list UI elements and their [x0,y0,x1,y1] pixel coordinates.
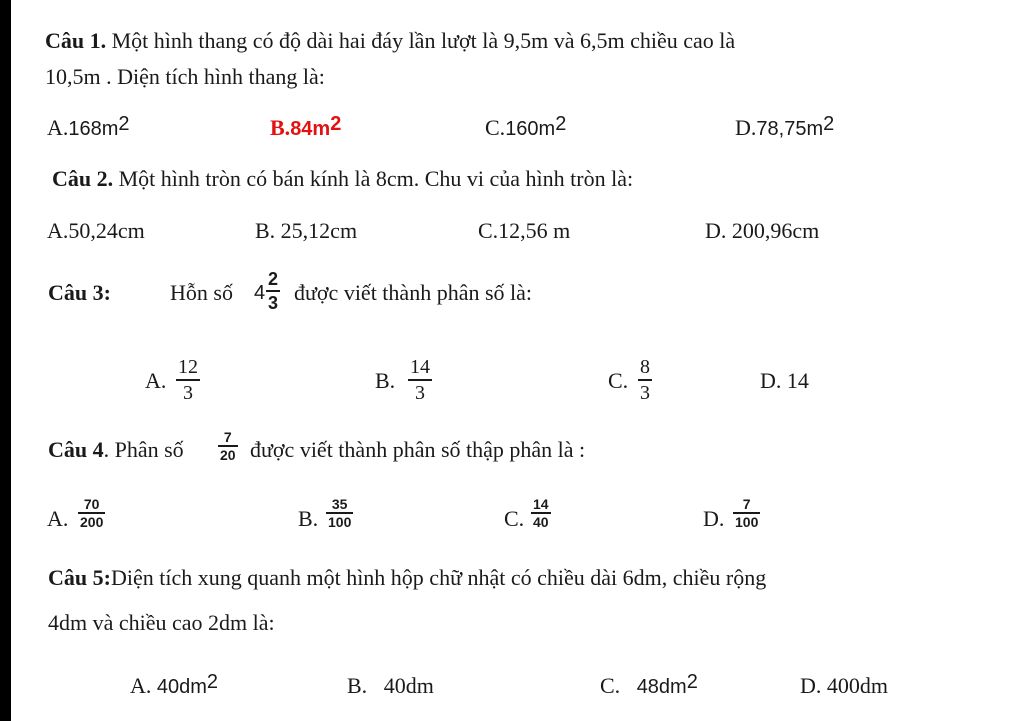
question-4-option-b-fraction: 35 100 [328,496,352,530]
question-2-option-a: A.50,24cm [47,218,145,243]
question-1-line-1 [45,30,735,52]
question-5-option-c: C. $48dm^2$ [600,671,698,698]
question-4-option-c-prefix: C. [504,506,525,531]
question-4-option-d-prefix: D. [703,506,725,531]
question-2-text: Một hình tròn có bán kính là 8cm. Chu vi của hình tròn là: [113,166,634,191]
question-1-label: Câu 1. [45,28,107,53]
question-5-option-a: A. $40dm^2$ [130,671,219,698]
question-3-label: Câu 3: [48,280,111,305]
question-4-option-d-fraction: 7 100 [735,496,759,530]
question-3-option-c-prefix: C. [608,368,629,393]
question-1-option-a: $A.168m^2$ [47,113,130,140]
question-4-text-after: được viết thành phân số thập phân là : [250,437,586,462]
question-2-option-c: C.12,56 m [478,218,571,243]
question-1-option-c: $C.160m^2$ [485,113,567,140]
question-5-text-line-2: 4dm và chiều cao 2dm là: [48,610,275,635]
question-4-option-c-fraction: 14 40 [533,496,549,530]
question-3-option-c-fraction: 8 3 [640,356,650,404]
question-2-line [52,168,633,190]
question-3-mixed-whole: 4 [254,282,266,304]
left-edge-bar [0,0,11,721]
question-3-option-b-prefix: B. [375,368,396,393]
question-1-option-d: $D.78,75m^2$ [735,113,835,140]
question-4-option-a-prefix: A. [47,506,69,531]
question-3-option-a-prefix: A. [145,368,167,393]
question-5-option-d: D. 400dm [800,673,889,698]
question-4-option-a-fraction: 70 200 [80,496,104,530]
question-5-option-b: B. 40dm [347,673,434,698]
question-5-label: Câu 5: [48,565,111,590]
question-4-text-before: . Phân số [103,437,184,462]
question-4-fraction: 7 20 [220,429,236,463]
question-3-option-b-fraction: 14 3 [410,356,430,404]
question-1-option-b-highlighted: $B.84m^2$ [270,113,342,140]
question-3-option-a-fraction: 12 3 [178,356,198,404]
question-4-option-b-prefix: B. [298,506,319,531]
question-3-mixed-fraction: 2 3 [268,269,279,313]
question-3-option-d: D. 14 [760,368,809,393]
question-3-text-before: Hỗn số [170,280,233,305]
question-1-text-line-2: 10,5m . Diện tích hình thang là: [45,64,325,89]
question-2-label: Câu 2. [52,166,114,191]
question-5-line-1 [48,567,766,589]
question-2-option-b: B. 25,12cm [255,218,358,243]
question-5-text-line-1: Diện tích xung quanh một hình hộp chữ nhật có chiều dài 6dm, chiều rộng [110,565,767,590]
question-1-text-line-1: Một hình thang có độ dài hai đáy lần lượt là 9,5m và 6,5m chiều cao là [106,28,736,53]
question-3-text-after: được viết thành phân số là: [294,280,533,305]
question-2-option-d: D. 200,96cm [705,218,820,243]
question-4-line [48,439,184,461]
question-4-label: Câu 4 [48,437,104,462]
